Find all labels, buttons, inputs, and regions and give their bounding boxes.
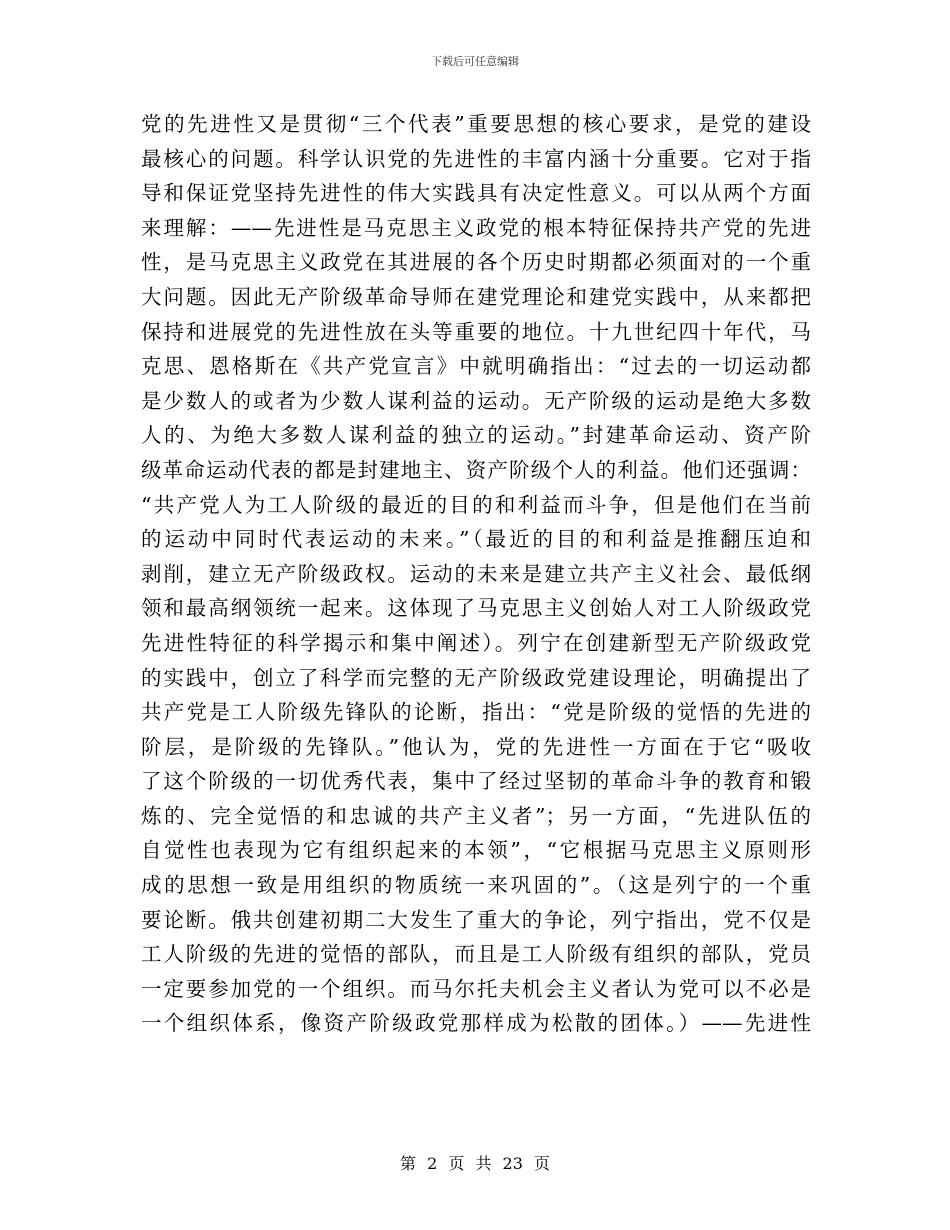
text-line: 要论断。俄共创建初期二大发生了重大的争论，列宁指出，党不仅是 <box>141 907 811 932</box>
text-line: 大问题。因此无产阶级革命导师在建党理论和建党实践中，从来都把 <box>141 284 811 309</box>
text-line: 自觉性也表现为它有组织起来的本领”，“它根据马克思主义原则形 <box>141 838 811 863</box>
text-line: 性，是马克思主义政党在其进展的各个历史时期都必须面对的一个重 <box>141 250 811 275</box>
text-line: 级革命运动代表的都是封建地主、资产阶级个人的利益。他们还强调： <box>141 457 811 482</box>
text-line: 党的先进性又是贯彻“三个代表”重要思想的核心要求，是党的建设 <box>141 112 811 136</box>
text-line: 导和保证党坚持先进性的伟大实践具有决定性意义。可以从两个方面 <box>141 181 811 206</box>
text-line: 最核心的问题。科学认识党的先进性的丰富内涵十分重要。它对于指 <box>141 146 811 171</box>
text-line: 的运动中同时代表运动的未来。”（最近的目的和利益是推翻压迫和 <box>141 527 811 552</box>
text-line: 一个组织体系，像资产阶级政党那样成为松散的团体。）——先进性 <box>141 1011 811 1036</box>
text-line: 一定要参加党的一个组织。而马尔托夫机会主义者认为党可以不必是 <box>141 976 811 1001</box>
text-line: 成的思想一致是用组织的物质统一来巩固的”。（这是列宁的一个重 <box>141 873 811 898</box>
text-line: 先进性特征的科学揭示和集中阐述）。列宁在创建新型无产阶级政党 <box>141 630 811 655</box>
text-line: 剥削，建立无产阶级政权。运动的未来是建立共产主义社会、最低纲 <box>141 561 811 586</box>
text-line: 炼的、完全觉悟的和忠诚的共产主义者”；另一方面，“先进队伍的 <box>141 803 811 828</box>
text-line: 克思、恩格斯在《共产党宣言》中就明确指出：“过去的一切运动都 <box>141 354 811 379</box>
text-line: 人的、为绝大多数人谋利益的独立的运动。”封建革命运动、资产阶 <box>141 423 811 448</box>
document-body <box>141 107 811 1041</box>
text-line: 来理解：——先进性是马克思主义政党的根本特征保持共产党的先进 <box>141 215 811 240</box>
text-line: 阶层，是阶级的先锋队。”他认为，党的先进性一方面在于它“吸收 <box>141 734 811 759</box>
text-line: 保持和进展党的先进性放在头等重要的地位。十九世纪四十年代，马 <box>141 319 811 344</box>
text-line: 领和最高纲领统一起来。这体现了马克思主义创始人对工人阶级政党 <box>141 596 811 621</box>
text-line: “共产党人为工人阶级的最近的目的和利益而斗争，但是他们在当前 <box>141 492 811 517</box>
text-line: 共产党是工人阶级先锋队的论断，指出：“党是阶级的觉悟的先进的 <box>141 700 811 725</box>
page-header: 下载后可任意编辑 <box>431 55 519 68</box>
text-line: 工人阶级的先进的觉悟的部队，而且是工人阶级有组织的部队，党员 <box>141 942 811 967</box>
text-line: 是少数人的或者为少数人谋利益的运动。无产阶级的运动是绝大多数 <box>141 388 811 413</box>
text-line: 的实践中，创立了科学而完整的无产阶级政党建设理论，明确提出了 <box>141 665 811 690</box>
text-line: 了这个阶级的一切优秀代表，集中了经过坚韧的革命斗争的教育和锻 <box>141 769 811 794</box>
page-number-footer: 第 2 页 共 23 页 <box>400 1154 550 1173</box>
